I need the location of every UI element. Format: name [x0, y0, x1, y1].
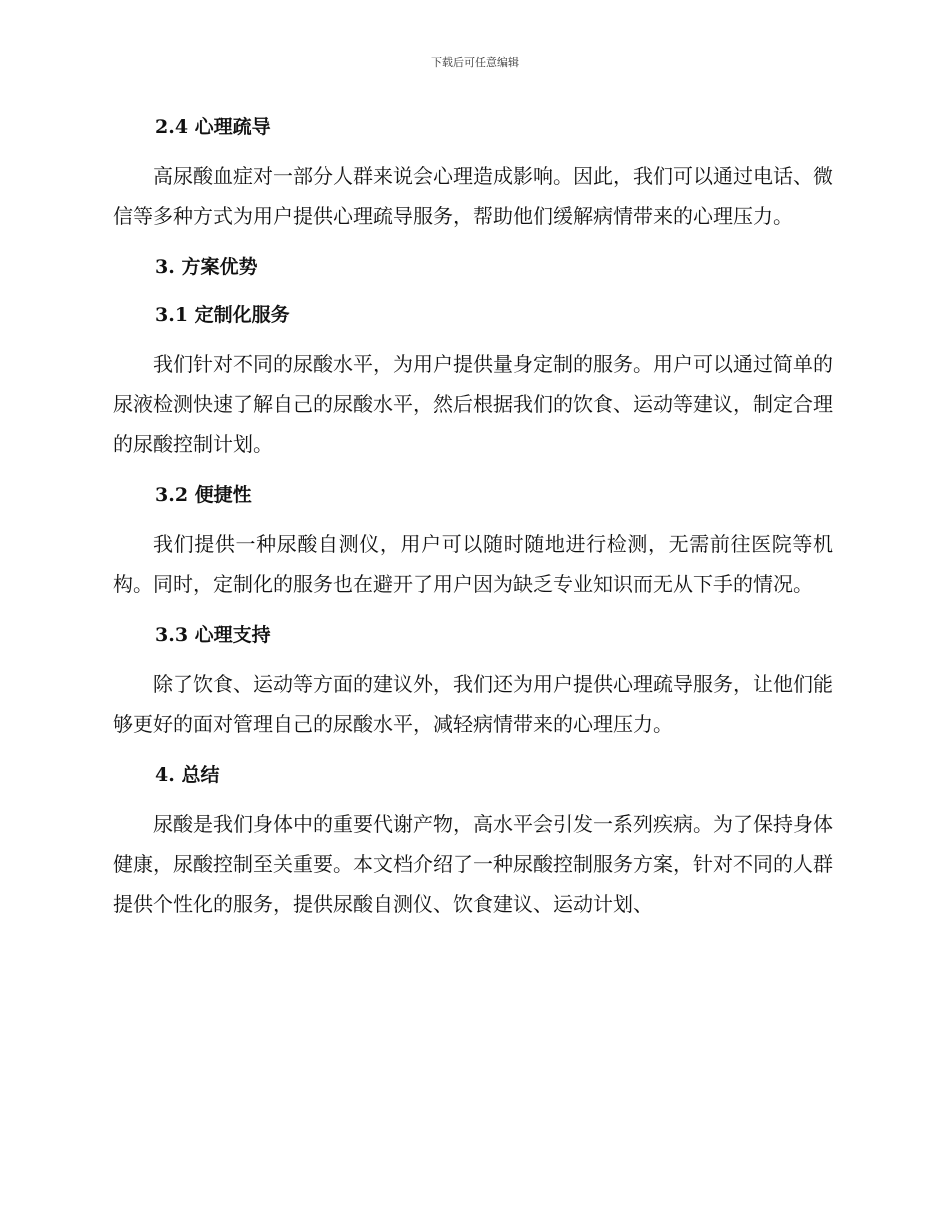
document-body	[113, 108, 833, 936]
section-paragraph: 高尿酸血症对一部分人群来说会心理造成影响。因此，我们可以通过电话、微信等多种方式为用户提供心理疏导服务，帮助他们缓解病情带来的心理压力。	[113, 164, 833, 228]
section-heading: 3.3 心理支持	[155, 624, 271, 646]
section-heading: 3.1 定制化服务	[155, 304, 290, 326]
section-heading: 3.2 便捷性	[155, 484, 252, 506]
section-heading: 4. 总结	[155, 764, 220, 786]
page-header: 下载后可任意编辑	[431, 56, 519, 69]
section-paragraph: 尿酸是我们身体中的重要代谢产物，高水平会引发一系列疾病。为了保持身体健康，尿酸控制至关重要。本文档介绍了一种尿酸控制服务方案，针对不同的人群提供个性化的服务，提供尿酸自测仪、饮食建议、运动计划、	[113, 812, 833, 916]
section-paragraph: 我们提供一种尿酸自测仪，用户可以随时随地进行检测，无需前往医院等机构。同时，定制化的服务也在避开了用户因为缺乏专业知识而无从下手的情况。	[113, 532, 833, 596]
section-paragraph: 除了饮食、运动等方面的建议外，我们还为用户提供心理疏导服务，让他们能够更好的面对管理自己的尿酸水平，减轻病情带来的心理压力。	[113, 672, 833, 736]
section-paragraph: 我们针对不同的尿酸水平，为用户提供量身定制的服务。用户可以通过简单的尿液检测快速了解自己的尿酸水平，然后根据我们的饮食、运动等建议，制定合理的尿酸控制计划。	[113, 352, 833, 456]
section-heading: 2.4 心理疏导	[155, 116, 271, 138]
section-heading: 3. 方案优势	[155, 256, 258, 278]
